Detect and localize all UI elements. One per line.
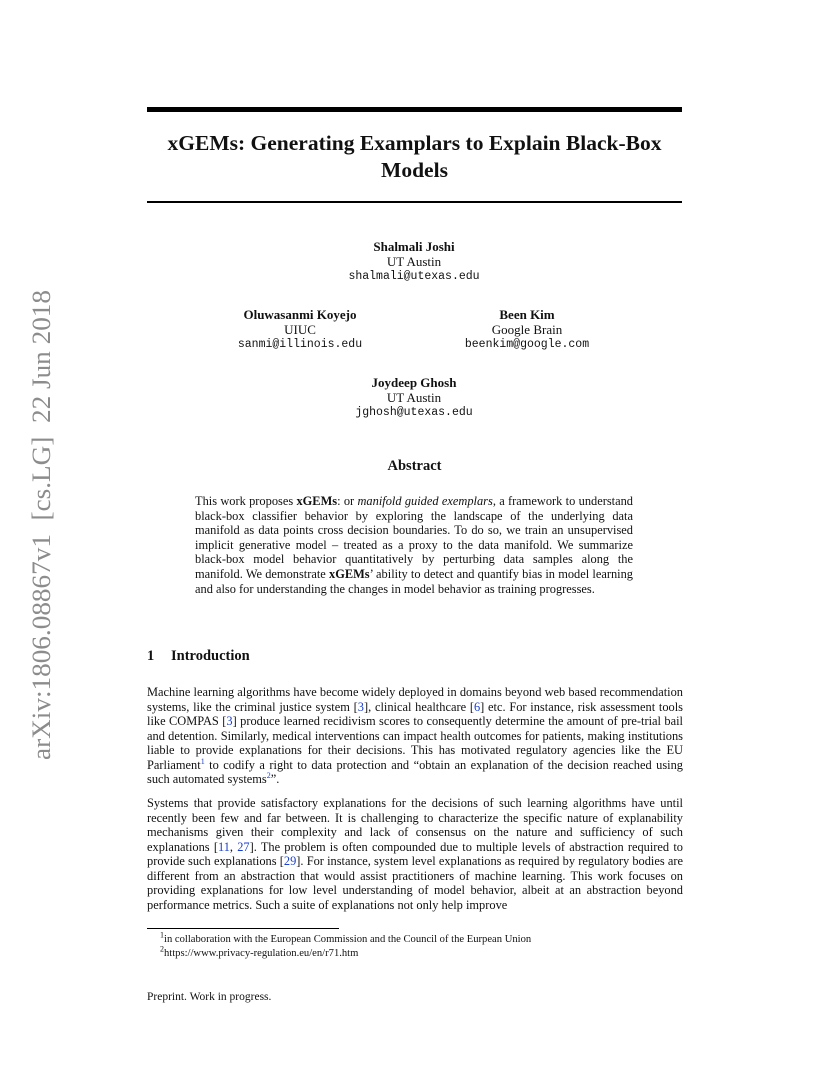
title-bottom-rule <box>147 201 682 203</box>
body-text: ]. For instance, system level explanations as required by regulatory bodies are different from an abstraction that would assist practitioners of machine learning. This work focuses on providing explanations for low level understanding of model behavior, albeit at an abstraction beyond performance metrics. Such a suite of explanations not only help improve <box>147 854 684 912</box>
body-text: Machine learning algorithms have become widely deployed in domains beyond web based recommendation systems, like the criminal justice system [ <box>147 685 683 714</box>
section-heading <box>147 648 250 665</box>
author-name: Been Kim <box>499 307 555 322</box>
citation-link[interactable]: 27 <box>237 839 250 854</box>
author-affiliation: UT Austin <box>386 254 442 269</box>
footnote-text: https://www.privacy-regulation.eu/en/r71.htm <box>164 948 359 959</box>
method-expansion: manifold guided exemplars <box>357 494 493 508</box>
method-name: xGEMs <box>329 566 370 581</box>
footnote-mark: 2 <box>160 944 164 954</box>
author-email: jghosh@utexas.edu <box>355 406 473 419</box>
abstract-text: : or <box>337 494 358 508</box>
title-line-1: xGEMs: Generating Examplars to Explain Black-Box <box>167 131 662 155</box>
body-text: ] etc. For instance, risk assessment tools like COMPAS [ <box>147 699 683 728</box>
footnote-ref[interactable]: 1 <box>200 756 205 766</box>
paper-title <box>147 130 682 184</box>
author-email: beenkim@google.com <box>464 338 590 351</box>
intro-paragraph-1 <box>147 685 683 787</box>
author-name: Shalmali Joshi <box>373 239 455 254</box>
arxiv-stamp-text: arXiv:1806.08867v1 [cs.LG] 22 Jun 2018 <box>26 302 56 760</box>
author-name: Oluwasanmi Koyejo <box>243 307 357 322</box>
footnote-mark: 1 <box>160 930 164 940</box>
author-affiliation: UIUC <box>284 322 316 337</box>
arxiv-stamp <box>20 290 60 760</box>
method-name: xGEMs <box>296 494 338 508</box>
citation-link[interactable]: 6 <box>473 699 481 714</box>
body-text: ”. <box>270 772 280 786</box>
abstract-text: This work proposes <box>195 494 297 508</box>
body-text: ] produce learned recidivism scores to consequently determine the amount of pre-trial bail and detention. Similarly, medical interventions can impact health outcomes for patients, making institutions liable to provide explanations for their decisions. This has motivated regulatory agencies like the EU Parliament <box>147 714 683 772</box>
footnote-2 <box>160 944 359 961</box>
body-text: ]. The problem is often compounded due to multiple levels of abstraction required to provide such explanations [ <box>147 839 683 868</box>
abstract-text: ’ ability to detect and quantify bias in model learning and also for understanding the changes in model behavior as training progresses. <box>195 566 633 596</box>
abstract-heading: Abstract <box>387 458 442 474</box>
abstract-text: , a framework to understand black-box classifier behavior by exploring the landscape of the underlying data manifold as data points cross decision boundaries. To do so, we train an unsupervised implicit generative model – treated as a proxy to the data manifold. We summarize black-box model behavior quantitatively by perturbing data samples along the manifold. We demonstrate <box>195 494 633 581</box>
citation-link[interactable]: 3 <box>357 699 364 714</box>
author-email: shalmali@utexas.edu <box>348 270 480 283</box>
body-text: Systems that provide satisfactory explanations for the decisions of such learning algorithms have until recently been few and far between. It is challenging to characterize the specific nature of explanability mechanisms given their complexity and lack of consensus on the nature and sufficiency of such explanations [ <box>147 796 683 854</box>
author-block <box>314 239 514 284</box>
abstract-body <box>195 494 633 596</box>
author-email: sanmi@illinois.edu <box>237 338 363 351</box>
citation-link[interactable]: 3 <box>226 714 233 728</box>
author-name: Joydeep Ghosh <box>371 375 457 390</box>
author-block <box>427 307 627 352</box>
body-text: ], clinical healthcare [ <box>363 699 474 714</box>
author-block <box>200 307 400 352</box>
preprint-note: Preprint. Work in progress. <box>147 991 272 1003</box>
footnote-text: in collaboration with the European Commission and the Council of the Eurpean Union <box>164 934 532 945</box>
body-text: to codify a right to data protection and “obtain an explanation of the decision reached using such automated systems <box>147 757 683 786</box>
author-block <box>314 375 514 420</box>
citation-link[interactable]: 11 <box>217 839 230 854</box>
section-number: 1 <box>147 648 155 664</box>
footnote-1 <box>160 930 532 947</box>
author-affiliation: Google Brain <box>491 322 563 337</box>
body-text: , <box>229 839 238 854</box>
author-affiliation: UT Austin <box>386 390 442 405</box>
footnote-ref[interactable]: 2 <box>266 770 271 780</box>
intro-paragraph-2 <box>147 796 683 912</box>
footnote-rule <box>147 928 339 929</box>
section-title: Introduction <box>171 648 250 664</box>
title-top-rule <box>147 107 682 112</box>
title-line-2: Models <box>381 158 448 182</box>
citation-link[interactable]: 29 <box>283 854 297 868</box>
